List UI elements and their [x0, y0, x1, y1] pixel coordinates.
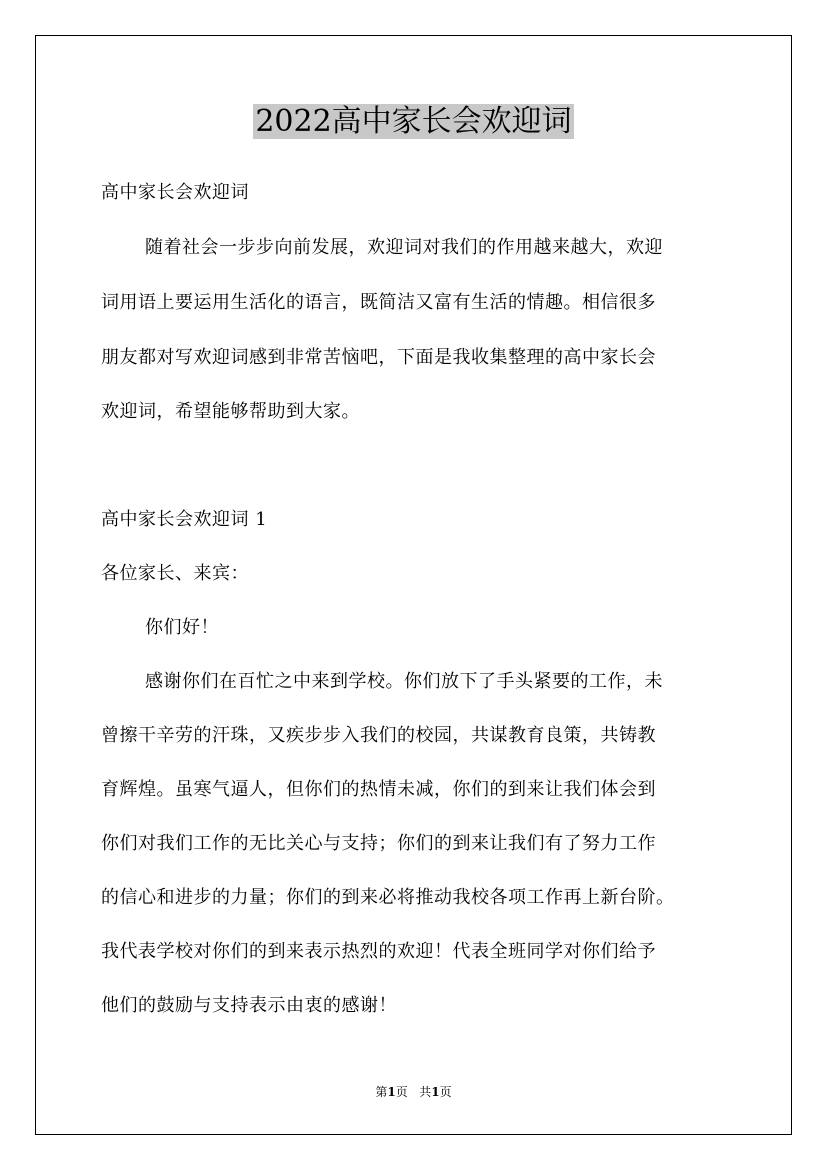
- page-label-prefix: 第: [375, 1085, 388, 1099]
- paragraph-line: 我代表学校对你们的到来表示热烈的欢迎！代表全班同学对你们给予: [101, 941, 656, 962]
- section-heading: 高中家长会欢迎词 1: [101, 509, 268, 530]
- salutation: 各位家长、来宾：: [101, 563, 249, 584]
- paragraph-line: 词用语上要运用生活化的语言，既简洁又富有生活的情趣。相信很多: [101, 292, 656, 313]
- paragraph-line: 感谢你们在百忙之中来到学校。你们放下了手头紧要的工作，未: [145, 671, 663, 692]
- greeting: 你们好！: [145, 617, 219, 638]
- paragraph-line: 育辉煌。虽寒气逼人，但你们的热情未减，你们的到来让我们体会到: [101, 779, 656, 800]
- paragraph-line: 曾擦干辛劳的汗珠，又疾步步入我们的校园，共谋教育良策，共铸教: [101, 725, 656, 746]
- document-title-text: 2022高中家长会欢迎词: [255, 104, 572, 139]
- page-label-suffix: 页: [395, 1085, 408, 1099]
- paragraph-line: 的信心和进步的力量；你们的到来必将推动我校各项工作再上新台阶。: [101, 887, 675, 908]
- total-pages: 1: [431, 1085, 440, 1099]
- paragraph-line: 他们的鼓励与支持表示由衷的感谢！: [101, 995, 397, 1016]
- document-title: [0, 100, 827, 144]
- paragraph-line: 随着社会一步步向前发展，欢迎词对我们的作用越来越大，欢迎: [145, 237, 663, 258]
- section-heading: 高中家长会欢迎词: [101, 182, 249, 203]
- paragraph-line: 朋友都对写欢迎词感到非常苦恼吧，下面是我收集整理的高中家长会: [101, 347, 656, 368]
- total-label-prefix: 共: [419, 1085, 432, 1099]
- page-number: 1: [387, 1085, 396, 1099]
- paragraph-line: 欢迎词，希望能够帮助到大家。: [101, 401, 360, 422]
- total-label-suffix: 页: [439, 1085, 452, 1099]
- page-footer: [0, 1084, 827, 1100]
- paragraph-line: 你们对我们工作的无比关心与支持；你们的到来让我们有了努力工作: [101, 833, 656, 854]
